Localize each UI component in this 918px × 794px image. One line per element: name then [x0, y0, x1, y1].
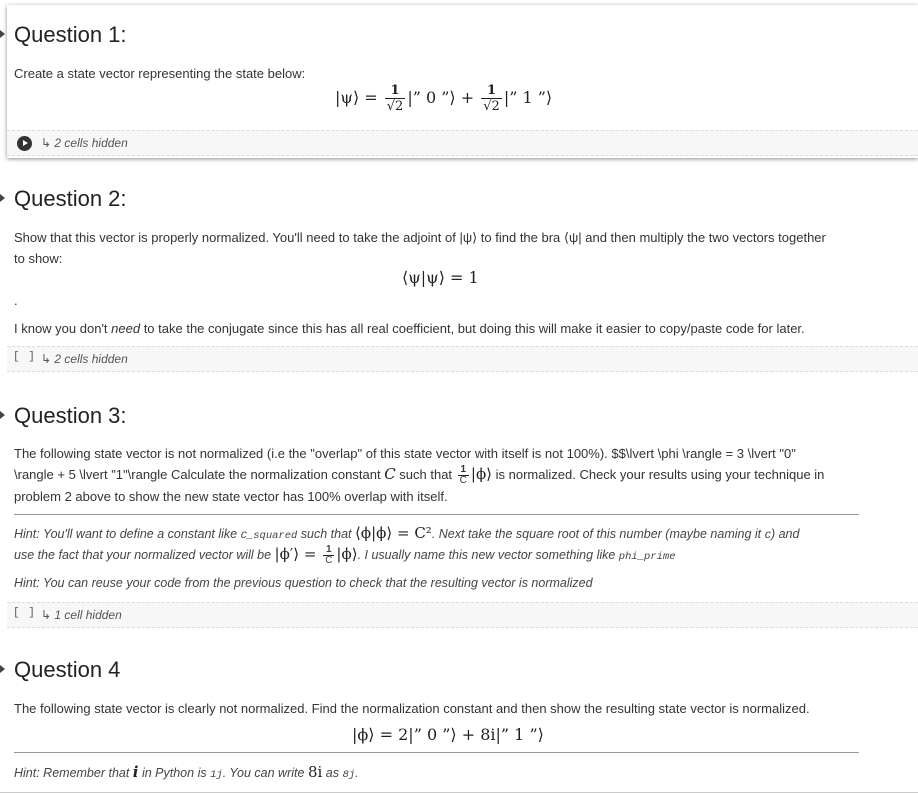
question-4-equation: |ϕ⟩ = 2|” 0 ”⟩ + 8i|” 1 ”⟩ — [352, 725, 544, 744]
hidden-cells-bar[interactable] — [7, 346, 918, 372]
question-3-hint-1: Hint: You'll want to define a constant like C_squared such that ⟨ϕ|ϕ⟩ = C². Next take the square root of this number (maybe naming it C) and — [14, 524, 800, 542]
question-3-hint-3: Hint: You can reuse your code from the previous question to check that the resulting vector is normalized — [14, 576, 593, 590]
question-3-line-2: \rangle + 5 \lvert "1"\rangle Calculate the normalization constant C such that $\frac{1}{C}$ |ϕ⟩ is normalized. Check your results using your technique in — [14, 464, 825, 487]
cell-bracket: [ ] — [13, 607, 36, 619]
question-3-line-1: The following state vector is not normalized (i.e the "overlap" of this state vector with itself is not 100%). $$\lvert \phi \rangle = 3 \lvert "0" — [14, 446, 796, 461]
question-3-hint-2: use the fact that your normalized vector will be |ϕ′⟩ = $\frac{1}{C}$ |ϕ⟩. I usually name this new vector something like phi_prime — [14, 544, 676, 567]
stray-dot: . — [14, 293, 18, 308]
eq-lhs: |ψ⟩ = — [335, 88, 383, 107]
question-4-line-1: The following state vector is clearly not normalized. Find the normalization constant and then show the resulting state vector is normalized. — [14, 701, 810, 716]
collapse-caret-icon[interactable] — [0, 194, 5, 202]
question-4-heading: Question 4 — [14, 657, 121, 682]
divider — [0, 792, 918, 793]
hidden-cells-label: ↳ 1 cell hidden — [41, 608, 122, 622]
question-1-prompt: Create a state vector representing the state below: — [14, 66, 306, 81]
question-3-line-3: problem 2 above to show the new state vector has 100% overlap with itself. — [14, 489, 448, 504]
hidden-cells-label: ↳ 2 cells hidden — [41, 352, 128, 366]
question-2-note: I know you don't need to take the conjugate since this has all real coefficient, but doing this will make it easier to copy/paste code for later. — [14, 321, 805, 336]
hidden-cells-bar[interactable] — [7, 602, 918, 628]
question-1-heading: Question 1: — [14, 22, 127, 47]
collapse-caret-icon[interactable] — [0, 411, 5, 419]
run-cell-icon[interactable] — [17, 136, 32, 151]
fraction: $\frac{1}{√2}$ — [386, 83, 404, 114]
ket-1: |” 1 ”⟩ — [503, 88, 553, 107]
question-2-heading: Question 2: — [14, 186, 127, 211]
question-1-equation — [335, 83, 552, 114]
fraction: $\frac{1}{C}$ — [325, 544, 333, 567]
collapse-caret-icon[interactable] — [0, 665, 5, 673]
collapse-caret-icon[interactable] — [0, 30, 5, 38]
fraction: $\frac{1}{C}$ — [459, 464, 467, 487]
fraction: $\frac{1}{√2}$ — [483, 83, 500, 114]
divider — [14, 752, 859, 753]
hidden-cells-label: ↳ 2 cells hidden — [41, 136, 128, 150]
hidden-cells-bar[interactable] — [7, 130, 918, 156]
divider — [14, 514, 859, 515]
cell-bracket: [ ] — [13, 351, 36, 363]
question-2-line-1: Show that this vector is properly normalized. You'll need to take the adjoint of |ψ⟩ to find the bra ⟨ψ| and then multiply the two vectors together — [14, 230, 826, 245]
ket-0: |” 0 ”⟩ + — [407, 88, 480, 107]
question-4-hint: Hint: Remember that i in Python is 1j. You can write 8i as 8j. — [14, 763, 359, 781]
question-3-heading: Question 3: — [14, 403, 127, 428]
question-2-line-2: to show: — [14, 251, 63, 266]
question-2-equation: ⟨ψ|ψ⟩ = 1 — [402, 268, 479, 287]
question-1-section — [0, 0, 918, 165]
